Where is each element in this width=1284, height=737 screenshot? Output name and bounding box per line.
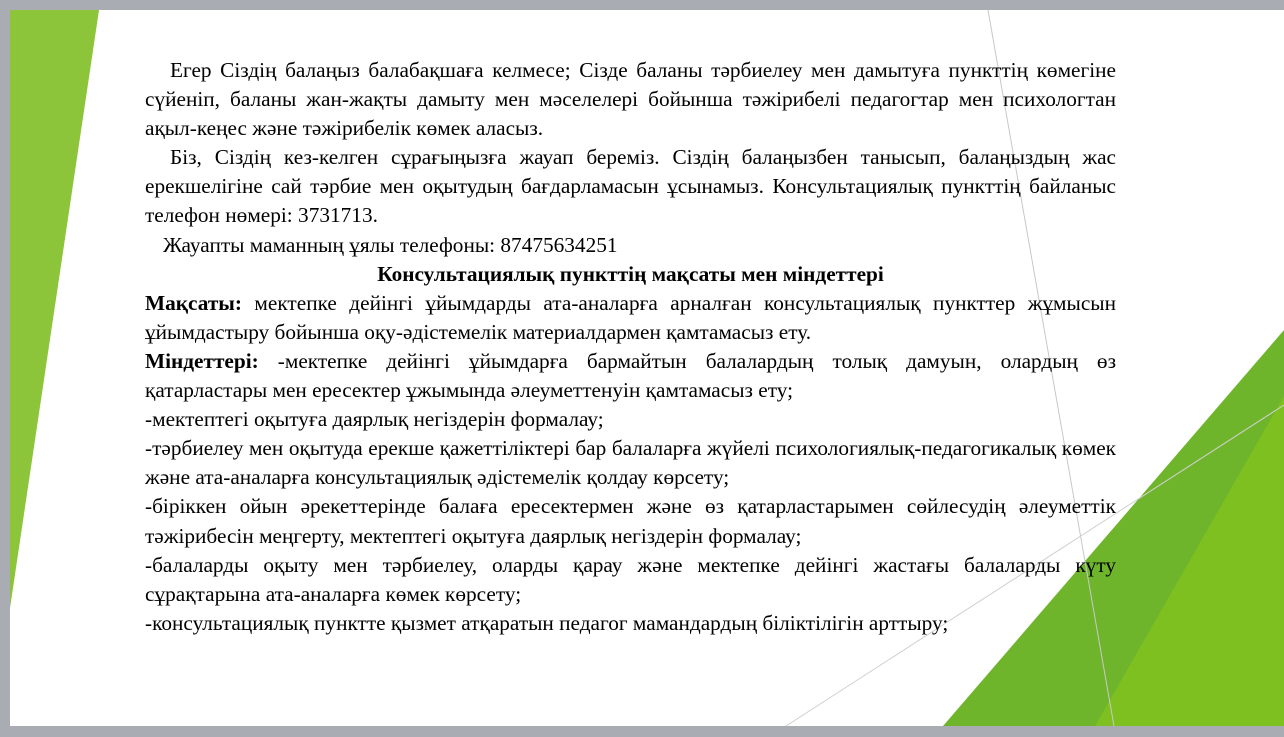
task-item-2: -мектептегі оқытуға даярлық негіздерін формалау;: [145, 407, 604, 432]
task-item-4: -біріккен ойын әрекеттерінде балаға ересектермен және өз қатарластарымен сөйлесудің әлеуметтік тәжірибесін меңгерту, мектептегі оқытуға даярлық негіздерін формалау;: [145, 494, 1116, 548]
goal-paragraph: [145, 289, 1116, 347]
tasks-paragraph: [145, 347, 1116, 405]
phone-paragraph: Жауапты маманның ұялы телефоны: 87475634251: [163, 232, 618, 257]
left-green-band: [10, 10, 99, 608]
tasks-text: -мектепке дейінгі ұйымдарға бармайтын балалардың толық дамуын, олардың өз қатарластары мен ересектер ұжымында әлеуметтенуін қамтамасыз ету;: [145, 348, 1116, 403]
task-item-5: -балаларды оқыту мен тәрбиелеу, оларды қарау және мектепке дейінгі жастағы балаларды күту сұрақтарына ата-аналарға көмек көрсету;: [145, 552, 1116, 606]
task-item-6: -консультациялық пунктте қызмет атқаратын педагог мамандардың біліктілігін арттыру;: [145, 610, 949, 635]
intro-paragraph-2: Біз, Сіздің кез-келген сұрағыңызға жауап береміз. Сіздің балаңызбен танысып, балаңыздың жас ерекшелігіне сай тәрбие мен оқытудың бағдарламасын ұсынамыз. Консультациялық пункттің байланыс телефон нөмері: 3731713.: [145, 145, 1116, 228]
slide-text-box: [145, 56, 1116, 638]
goal-label: Мақсаты:: [145, 290, 243, 315]
tasks-label: Міндеттері:: [145, 348, 259, 373]
slide-canvas: [10, 10, 1284, 726]
intro-paragraph-1: Егер Сіздің балаңыз балабақшаға келмесе; Сізде баланы тәрбиелеу мен дамытуға пункттің көмегіне сүйеніп, баланы жан-жақты дамыту мен мәселелері бойынша тәжірибелі педагогтар мен психологтан ақыл-кеңес және тәжірибелік көмек аласыз.: [145, 58, 1116, 141]
goal-text: мектепке дейінгі ұйымдарды ата-аналарға арналған консультациялық пункттер жұмысын ұйымдастыру бойынша оқу-әдістемелік материалдармен қамтамасыз ету.: [145, 290, 1116, 344]
task-item-3: -тәрбиелеу мен оқытуда ерекше қажеттіліктері бар балаларға жүйелі психологиялық-педагогикалық көмек және ата-аналарға консультациялық әдістемелік қолдау көрсету;: [145, 436, 1116, 490]
section-heading: Консультациялық пункттің мақсаты мен міндеттері: [377, 261, 884, 286]
